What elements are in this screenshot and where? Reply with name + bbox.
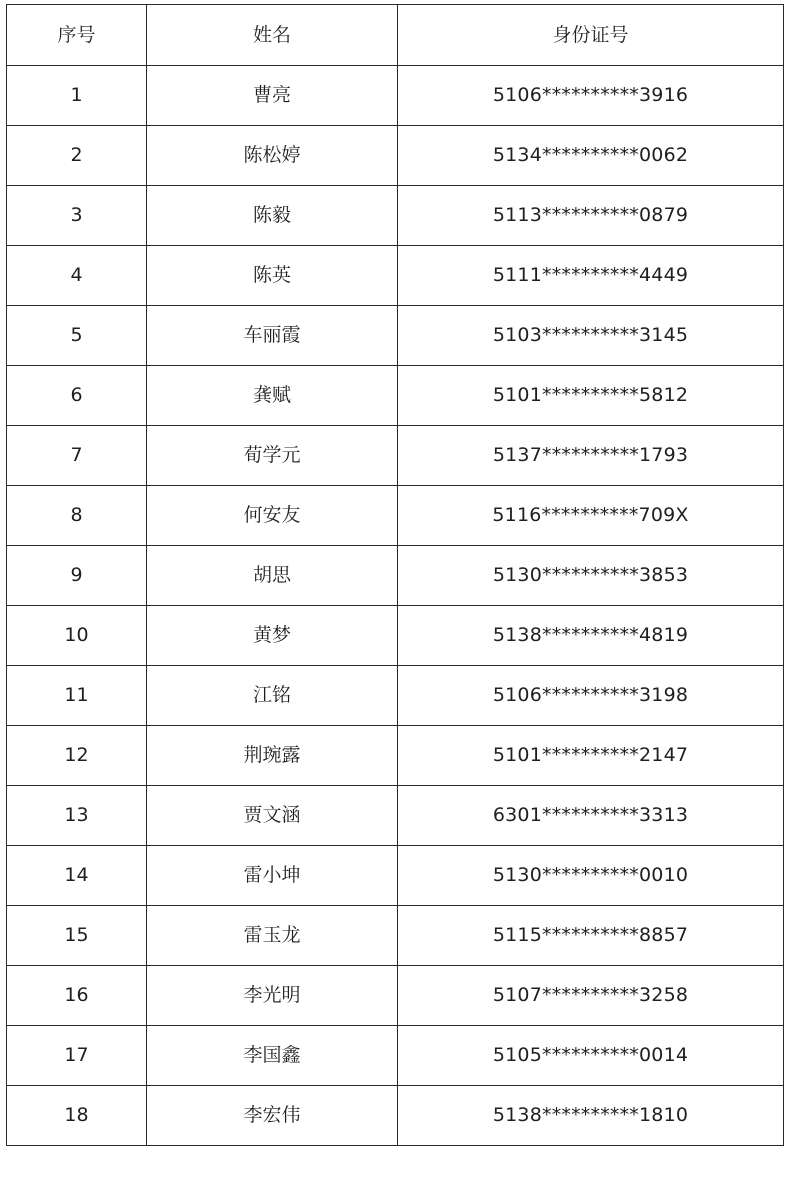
- cell-index: 16: [7, 966, 147, 1026]
- table-row: [7, 1026, 784, 1086]
- header-id-number: 身份证号: [398, 5, 784, 66]
- cell-id-number: 5106**********3198: [398, 666, 784, 726]
- cell-id-number: 5101**********5812: [398, 366, 784, 426]
- header-row: [7, 5, 784, 66]
- cell-name: 李宏伟: [147, 1086, 398, 1146]
- cell-index: 17: [7, 1026, 147, 1086]
- cell-id-number: 5138**********4819: [398, 606, 784, 666]
- cell-index: 9: [7, 546, 147, 606]
- cell-name: 李光明: [147, 966, 398, 1026]
- cell-index: 5: [7, 306, 147, 366]
- cell-id-number: 5105**********0014: [398, 1026, 784, 1086]
- cell-id-number: 5115**********8857: [398, 906, 784, 966]
- cell-id-number: 5134**********0062: [398, 126, 784, 186]
- cell-name: 车丽霞: [147, 306, 398, 366]
- cell-index: 10: [7, 606, 147, 666]
- cell-index: 11: [7, 666, 147, 726]
- cell-id-number: 5107**********3258: [398, 966, 784, 1026]
- cell-name: 曹亮: [147, 66, 398, 126]
- cell-id-number: 6301**********3313: [398, 786, 784, 846]
- cell-name: 雷小坤: [147, 846, 398, 906]
- cell-name: 龚赋: [147, 366, 398, 426]
- table-row: [7, 426, 784, 486]
- cell-index: 13: [7, 786, 147, 846]
- table-row: [7, 966, 784, 1026]
- cell-id-number: 5116**********709X: [398, 486, 784, 546]
- cell-index: 7: [7, 426, 147, 486]
- cell-name: 雷玉龙: [147, 906, 398, 966]
- cell-id-number: 5111**********4449: [398, 246, 784, 306]
- table-row: [7, 66, 784, 126]
- table-row: [7, 1086, 784, 1146]
- cell-name: 江铭: [147, 666, 398, 726]
- table-row: [7, 126, 784, 186]
- cell-id-number: 5101**********2147: [398, 726, 784, 786]
- table-row: [7, 666, 784, 726]
- table-row: [7, 306, 784, 366]
- cell-name: 何安友: [147, 486, 398, 546]
- cell-index: 14: [7, 846, 147, 906]
- cell-id-number: 5138**********1810: [398, 1086, 784, 1146]
- cell-name: 贾文涵: [147, 786, 398, 846]
- cell-index: 3: [7, 186, 147, 246]
- cell-name: 陈英: [147, 246, 398, 306]
- table-row: [7, 846, 784, 906]
- roster-table: [6, 4, 784, 1146]
- cell-id-number: 5106**********3916: [398, 66, 784, 126]
- cell-index: 18: [7, 1086, 147, 1146]
- cell-index: 4: [7, 246, 147, 306]
- table-row: [7, 186, 784, 246]
- cell-index: 6: [7, 366, 147, 426]
- cell-name: 陈松婷: [147, 126, 398, 186]
- table-header: [7, 5, 784, 66]
- cell-id-number: 5103**********3145: [398, 306, 784, 366]
- cell-id-number: 5130**********3853: [398, 546, 784, 606]
- cell-index: 8: [7, 486, 147, 546]
- table-row: [7, 246, 784, 306]
- roster-table-container: [6, 4, 783, 1146]
- header-index: 序号: [7, 5, 147, 66]
- table-row: [7, 546, 784, 606]
- cell-index: 1: [7, 66, 147, 126]
- cell-index: 15: [7, 906, 147, 966]
- cell-name: 黄梦: [147, 606, 398, 666]
- header-name: 姓名: [147, 5, 398, 66]
- cell-name: 李国鑫: [147, 1026, 398, 1086]
- cell-id-number: 5130**********0010: [398, 846, 784, 906]
- table-body: [7, 66, 784, 1146]
- table-row: [7, 906, 784, 966]
- cell-id-number: 5137**********1793: [398, 426, 784, 486]
- table-row: [7, 366, 784, 426]
- table-row: [7, 486, 784, 546]
- cell-index: 2: [7, 126, 147, 186]
- cell-index: 12: [7, 726, 147, 786]
- table-row: [7, 786, 784, 846]
- cell-name: 荀学元: [147, 426, 398, 486]
- cell-name: 荆琬露: [147, 726, 398, 786]
- table-row: [7, 606, 784, 666]
- cell-name: 陈毅: [147, 186, 398, 246]
- cell-name: 胡思: [147, 546, 398, 606]
- cell-id-number: 5113**********0879: [398, 186, 784, 246]
- table-row: [7, 726, 784, 786]
